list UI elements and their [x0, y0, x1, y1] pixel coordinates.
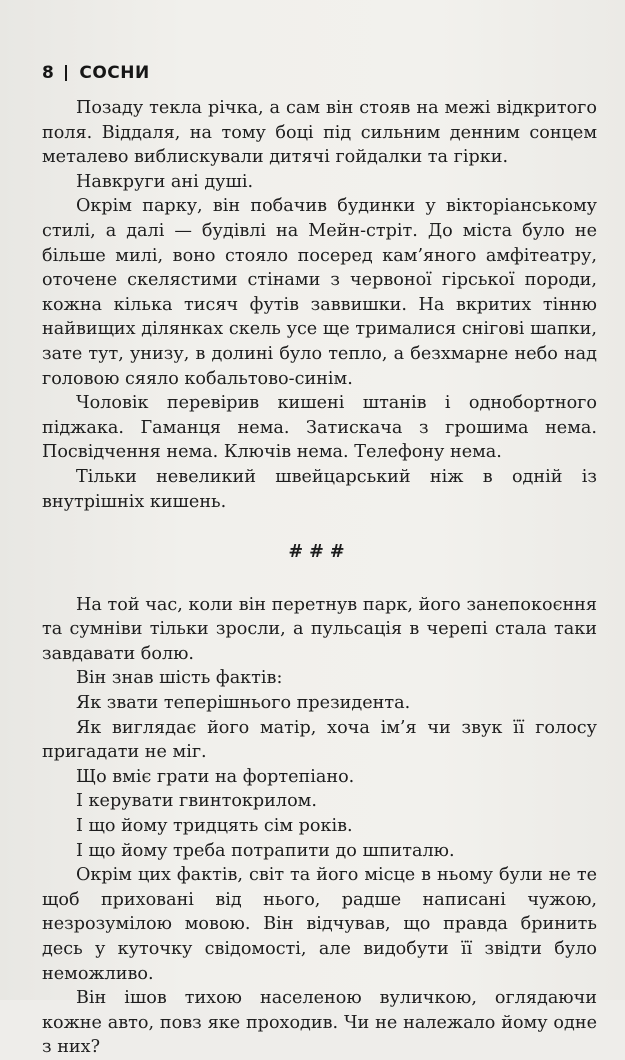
- paragraph: Як звати теперішнього президента.: [76, 693, 411, 714]
- paragraph: І керувати гвинтокрилом.: [76, 791, 317, 812]
- paragraph: І що йому тридцять сім років.: [76, 816, 353, 837]
- scene-break: ###: [288, 541, 351, 563]
- paragraph: Що вміє грати на фортепіано.: [76, 766, 355, 787]
- body-text: [42, 96, 597, 1060]
- paragraph: Як виглядає його матір, хоча ім’я чи звук її голосу пригадати не міг.: [42, 717, 597, 763]
- paragraph: Окрім цих фактів, світ та його місце в ньому були не те щоб приховані від нього, радше написані чужою, незрозумілою мовою. Він відчував, що правда бринить десь у куточку свідомості, але видобути її звідти було неможливо.: [42, 865, 597, 984]
- paragraph: На той час, коли він перетнув парк, його занепокоєння та сумніви тільки зросли, а пульсація в черепі стала таки завдавати болю.: [42, 594, 597, 664]
- paragraph: Окрім парку, він побачив будинки у вікторіанському стилі, а далі — будівлі на Мейн-стріт. До міста було не більше милі, воно стояло посеред кам’яного амфітеатру, оточене скелястими стінами з червоної гірської породи, кожна кілька тисяч футів заввишки. На вкритих тінню найвищих ділянках скель усе ще трималися снігові шапки, зате тут, унизу, в долині було тепло, а безхмарне небо над головою сяяло кобальтово-синім.: [42, 196, 597, 389]
- paragraph: Позаду текла річка, а сам він стояв на межі відкритого поля. Віддаля, на тому боці під сильним денним сонцем металево виблискували дитячі гойдалки та гірки.: [42, 98, 597, 168]
- paragraph: І що йому треба потрапити до шпиталю.: [76, 840, 455, 861]
- running-header: [42, 60, 150, 86]
- header-separator: [65, 65, 67, 81]
- paragraph: Він ішов тихою населеною вуличкою, оглядаючи кожне авто, повз яке проходив. Чи не належало йому одне з них?: [42, 988, 597, 1058]
- book-title: СОСНИ: [79, 63, 150, 83]
- paragraph: Він знав шість фактів:: [76, 668, 283, 689]
- page-number: 8: [42, 63, 55, 83]
- paragraph: Чоловік перевірив кишені штанів і однобортного піджака. Гаманця нема. Затискача з грошима нема. Посвідчення нема. Ключів нема. Телефону нема.: [42, 393, 597, 463]
- paragraph: Тільки невеликий швейцарський ніж в одній із внутрішніх кишень.: [42, 466, 597, 512]
- paragraph: Навкруги ані душі.: [76, 171, 254, 192]
